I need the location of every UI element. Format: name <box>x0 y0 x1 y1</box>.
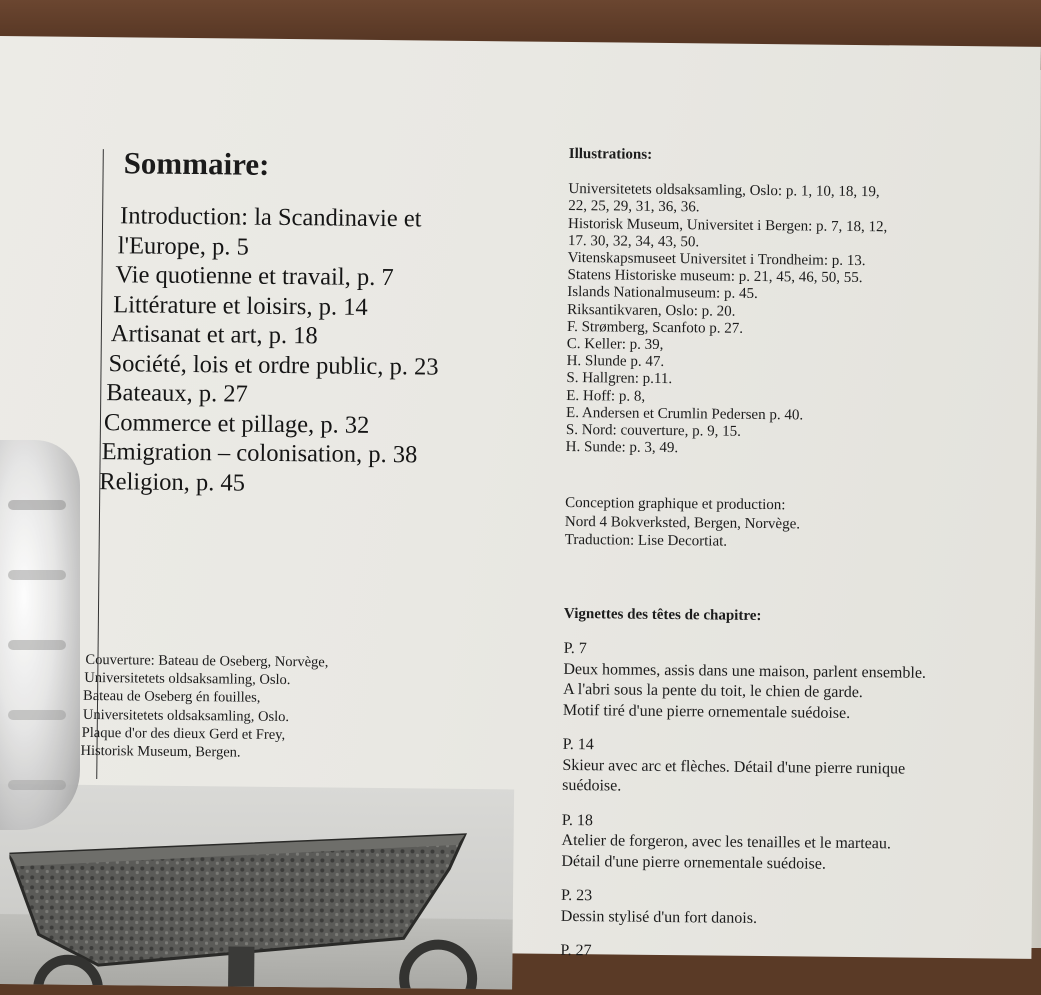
caption-line: Bateau de Oseberg én fouilles, <box>83 688 261 707</box>
toc-item: Société, lois et ordre public, p. 23 <box>108 349 439 381</box>
toc-item: Artisanat et art, p. 18 <box>110 320 318 350</box>
chapter-text: Détail d'une pierre ornementale suédoise. <box>561 852 827 873</box>
chapter-vignette <box>563 639 1004 726</box>
caption-line: Couverture: Bateau de Oseberg, Norvège, <box>85 651 329 671</box>
toc-item: Commerce et pillage, p. 32 <box>103 408 370 439</box>
illustrations-list <box>566 181 1009 461</box>
chapter-vignette <box>560 941 1000 966</box>
illustration-credit: H. Slunde p. 47. <box>566 353 665 371</box>
glass-paperweight <box>0 440 80 830</box>
credit-line: Traduction: Lise Decortiat. <box>564 531 728 550</box>
illustration-credit: S. Hallgren: p.11. <box>566 370 673 388</box>
illustration-credit: Riksantikvaren, Oslo: p. 20. <box>567 301 736 320</box>
chapter-vignette <box>561 886 1001 932</box>
credit-line: Nord 4 Bokverksted, Bergen, Norvège. <box>564 513 801 532</box>
toc-title: Sommaire: <box>123 145 270 182</box>
carved-wagon-image <box>8 824 480 989</box>
illustration-credit: Universitetets oldsaksamling, Oslo: p. 1, 10, 18, 19, <box>568 181 880 201</box>
toc-item: Religion, p. 45 <box>99 467 246 497</box>
production-credits <box>565 494 1006 554</box>
toc-item: Bateaux, p. 27 <box>106 379 248 408</box>
chapter-text: suédoise. <box>562 777 622 795</box>
chapter-vignette <box>562 735 1003 801</box>
illustration-credit: E. Hoff: p. 8, <box>566 387 646 405</box>
photo-caption <box>80 651 421 764</box>
oseberg-ship-photo <box>0 784 514 989</box>
illustration-credit: Historisk Museum, Universitet i Bergen: p. 7, 18, 12, <box>567 215 888 235</box>
toc-item: l'Europe, p. 5 <box>117 231 249 261</box>
caption-line: Universitetets oldsaksamling, Oslo. <box>84 670 291 689</box>
chapter-page: P. 27 <box>560 942 592 960</box>
illustration-credit: 17. 30, 32, 34, 43, 50. <box>567 232 700 251</box>
chapter-text: Motif tiré d'une pierre ornementale suédoise. <box>562 701 851 722</box>
illustration-credit: Statens Historiske museum: p. 21, 45, 46, 50, 55. <box>567 267 863 287</box>
illustration-credit: F. Strømberg, Scanfoto p. 27. <box>566 318 744 337</box>
illustrations-heading: Illustrations: <box>568 145 653 163</box>
chapter-text: Skieur avec arc et flèches. Détail d'une pierre runique <box>562 756 906 778</box>
caption-line: Plaque d'or des dieux Gerd et Frey, <box>81 724 286 743</box>
toc-item: Littérature et loisirs, p. 14 <box>113 290 368 321</box>
vignettes-heading: Vignettes des têtes de chapitre: <box>563 605 762 625</box>
chapter-page: P. 18 <box>561 811 594 829</box>
caption-line: Historisk Museum, Bergen. <box>80 742 241 761</box>
chapter-page: P. 7 <box>563 640 587 658</box>
toc-item: Emigration – colonisation, p. 38 <box>101 438 418 469</box>
chapter-vignette <box>561 811 1002 877</box>
illustration-credit: 22, 25, 29, 31, 36, 36. <box>568 198 700 216</box>
toc-list <box>99 201 532 500</box>
chapter-text: A l'abri sous la pente du toit, le chien de garde. <box>563 681 863 702</box>
illustration-credit: Islands Nationalmuseum: p. 45. <box>567 284 758 303</box>
illustration-credit: C. Keller: p. 39, <box>566 335 664 353</box>
illustrations-section <box>566 146 1009 461</box>
toc-item: Introduction: la Scandinavie et <box>119 202 422 233</box>
illustration-credit: Vitenskapsmuseet Universitet i Trondheim: p. 13. <box>567 249 866 270</box>
chapter-page: P. 23 <box>560 887 593 905</box>
illustration-credit: S. Nord: couverture, p. 9, 15. <box>565 421 741 440</box>
illustration-credit: H. Sunde: p. 3, 49. <box>565 439 679 457</box>
chapter-page: P. 14 <box>562 736 594 754</box>
illustration-credit: E. Andersen et Crumlin Pedersen p. 40. <box>566 404 804 424</box>
book-page <box>0 36 1041 959</box>
chapter-text: Atelier de forgeron, avec les tenailles et le marteau. <box>561 832 892 853</box>
caption-line: Universitetets oldsaksamling, Oslo. <box>82 706 290 725</box>
chapter-text: Deux hommes, assis dans une maison, parlent ensemble. <box>563 660 927 682</box>
toc-item: Vie quotienne et travail, p. 7 <box>115 261 394 292</box>
chapter-text: Dessin stylisé d'un fort danois. <box>560 907 758 927</box>
credit-line: Conception graphique et production: <box>565 494 786 514</box>
vignettes-section <box>560 606 1004 980</box>
